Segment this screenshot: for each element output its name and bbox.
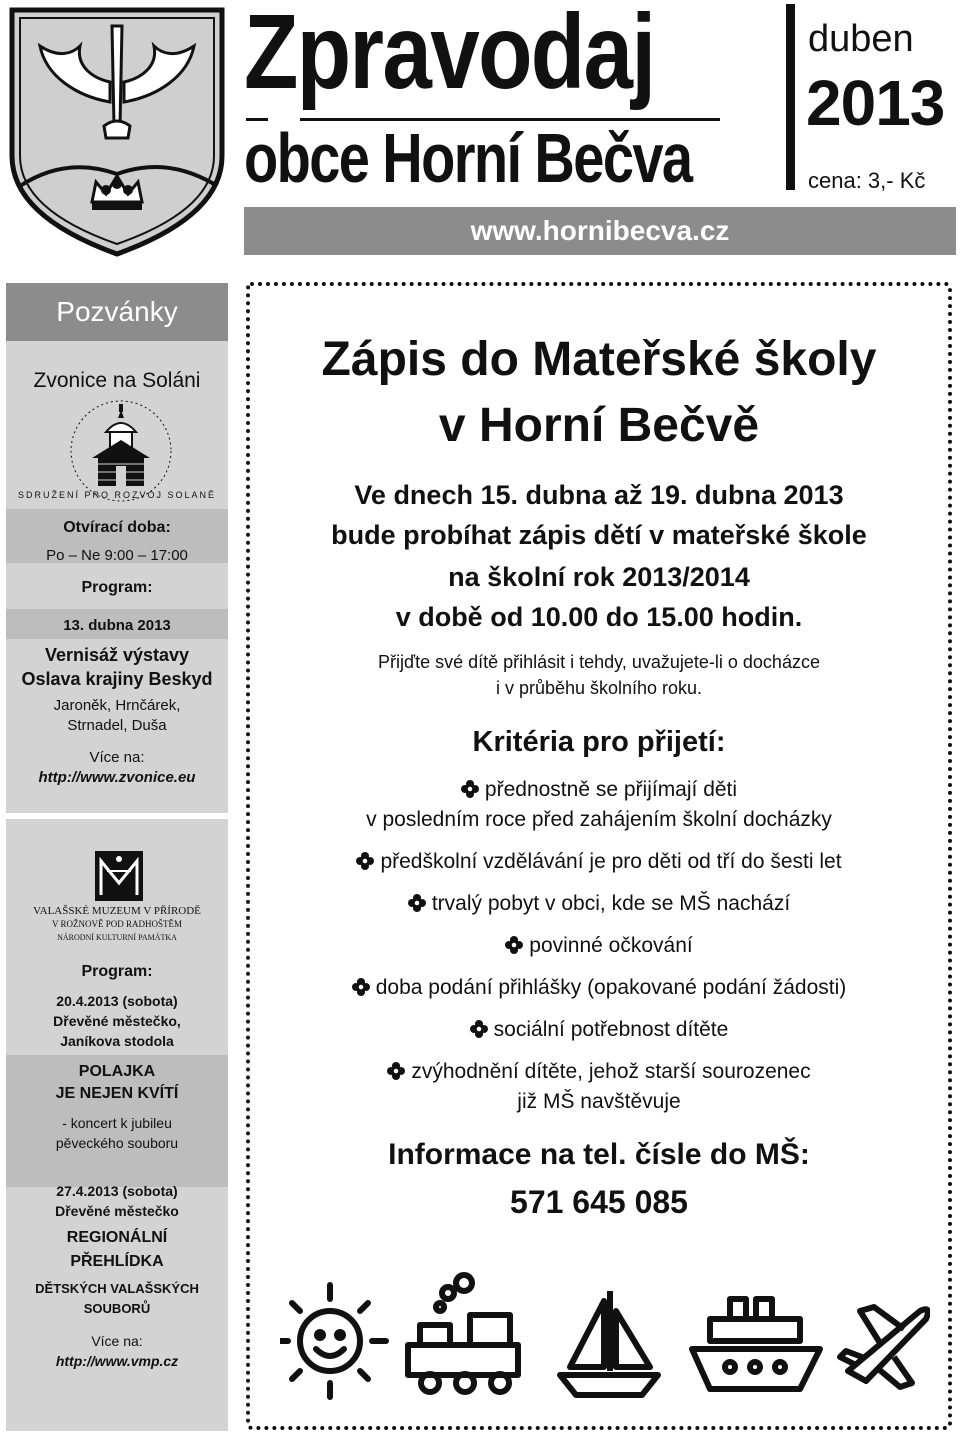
flower-bullet-icon (461, 780, 479, 798)
criteria-item (250, 976, 948, 1000)
museum-logo-text: VALAŠSKÉ MUZEUM V PŘÍRODĚ (33, 905, 201, 917)
criteria-item (250, 850, 948, 874)
criteria-text: sociální potřebnost dítěte (493, 1018, 729, 1041)
event-subtitle: SOUBORŮ (83, 1301, 151, 1316)
sidebar (6, 283, 228, 1431)
museum-logo-text: NÁRODNÍ KULTURNÍ PAMÁTKA (57, 933, 177, 942)
event-title: Vernisáž výstavy (44, 645, 190, 665)
intro-text: bude probíhat zápis dětí v mateřské škole (331, 520, 867, 550)
event-place: Dřevěné městečko (55, 1203, 179, 1219)
sailboat-icon (560, 1291, 658, 1395)
criteria-item (250, 1018, 948, 1042)
newsletter-title: Zpravodaj (244, 0, 655, 111)
criteria-item (250, 892, 948, 916)
issue-price: cena: 3,- Kč (808, 168, 926, 193)
criteria-text: zvýhodnění dítěte, jehož starší sourozenec (411, 1060, 811, 1083)
issue-year: 2013 (806, 67, 945, 139)
vmp-link[interactable]: http://www.vmp.cz (55, 1353, 179, 1369)
criteria-item (250, 934, 948, 958)
criteria-item (250, 1060, 948, 1084)
flower-bullet-icon (387, 1062, 405, 1080)
more-label: Více na: (91, 1333, 143, 1349)
event-date: 20.4.2013 (sobota) (56, 993, 178, 1009)
contact-label: Informace na tel. čísle do MŠ: (388, 1138, 810, 1171)
decorative-icons (280, 1271, 930, 1401)
criteria-text: přednostně se přijímají děti (484, 778, 738, 801)
intro-text: na školní rok 2013/2014 (448, 562, 750, 592)
train-icon (408, 1275, 518, 1392)
article-headline: Zápis do Mateřské školy (321, 333, 877, 386)
ship-icon (692, 1299, 820, 1389)
zvonice-link[interactable]: http://www.zvonice.eu (38, 769, 196, 786)
event-desc: - koncert k jubileu (62, 1115, 172, 1131)
note-text: Přijďte své dítě přihlásit i tehdy, uvažujete-li o docházce (378, 652, 820, 672)
criteria-text: doba podání přihlášky (opakované podání žádosti) (375, 976, 847, 999)
event-date: 13. dubna 2013 (63, 617, 171, 634)
crest-icon (6, 6, 228, 258)
event-artists: Jaroněk, Hrnčárek, (53, 697, 181, 714)
event-title: PŘEHLÍDKA (70, 1253, 164, 1270)
event-place: Dřevěné městečko, (53, 1013, 181, 1029)
program-label: Program: (81, 963, 153, 980)
note-text: i v průběhu školního roku. (495, 678, 703, 698)
opening-label: Otvírací doba: (63, 519, 171, 536)
event-desc: pěveckého souboru (55, 1135, 179, 1151)
website-link[interactable]: www.hornibecva.cz (244, 207, 956, 255)
flower-bullet-icon (408, 894, 426, 912)
program-label: Program: (81, 579, 153, 596)
event-title: JE NEJEN KVÍTÍ (55, 1085, 179, 1102)
flower-bullet-icon (356, 852, 374, 870)
opening-hours: Po – Ne 9:00 – 17:00 (46, 547, 188, 564)
more-label: Více na: (89, 749, 145, 766)
main-article (246, 282, 952, 1430)
airplane-icon (840, 1307, 928, 1387)
criteria-text: v posledním roce před zahájením školní docházky (366, 808, 832, 831)
event-date: 27.4.2013 (sobota) (56, 1183, 178, 1199)
contact-phone: 571 645 085 (510, 1184, 688, 1220)
zvonice-logo-text: SDRUŽENÍ PRO ROZVOJ SOLANĚ (17, 490, 217, 500)
newsletter-subtitle: obce Horní Bečva (244, 119, 692, 197)
event-place: Janíkova stodola (60, 1033, 174, 1049)
sun-icon (280, 1285, 386, 1397)
event-artists: Strnadel, Duša (67, 717, 167, 734)
criteria-text: trvalý pobyt v obci, kde se MŠ nachází (431, 892, 791, 915)
event-title: Oslava krajiny Beskyd (21, 669, 213, 689)
sidebar-divider (6, 813, 228, 819)
criteria-text: povinné očkování (529, 934, 693, 957)
header-divider (786, 4, 795, 190)
event-title: REGIONÁLNÍ (66, 1229, 168, 1246)
criteria-text: předškolní vzdělávání je pro děti od tří do šesti let (380, 850, 842, 873)
intro-text: Ve dnech 15. dubna až 19. dubna 2013 (354, 480, 844, 510)
criteria-item (250, 778, 948, 802)
event-subtitle: DĚTSKÝCH VALAŠSKÝCH (35, 1281, 199, 1296)
zvonice-title: Zvonice na Soláni (33, 369, 201, 392)
article-headline: v Horní Bečvě (438, 399, 760, 452)
event-title: POLAJKA (78, 1063, 156, 1080)
criteria-heading: Kritéria pro přijetí: (472, 726, 726, 758)
criteria-text: již MŠ navštěvuje (517, 1090, 681, 1113)
flower-bullet-icon (352, 978, 370, 996)
issue-month: duben (808, 18, 914, 60)
intro-text: v době od 10.00 do 15.00 hodin. (395, 602, 803, 632)
museum-logo-text: V ROŽNOVĚ POD RADHOŠTĚM (51, 919, 183, 929)
sidebar-heading: Pozvánky (6, 283, 228, 341)
flower-bullet-icon (470, 1020, 488, 1038)
museum-logo-icon (95, 851, 143, 901)
flower-bullet-icon (505, 936, 523, 954)
